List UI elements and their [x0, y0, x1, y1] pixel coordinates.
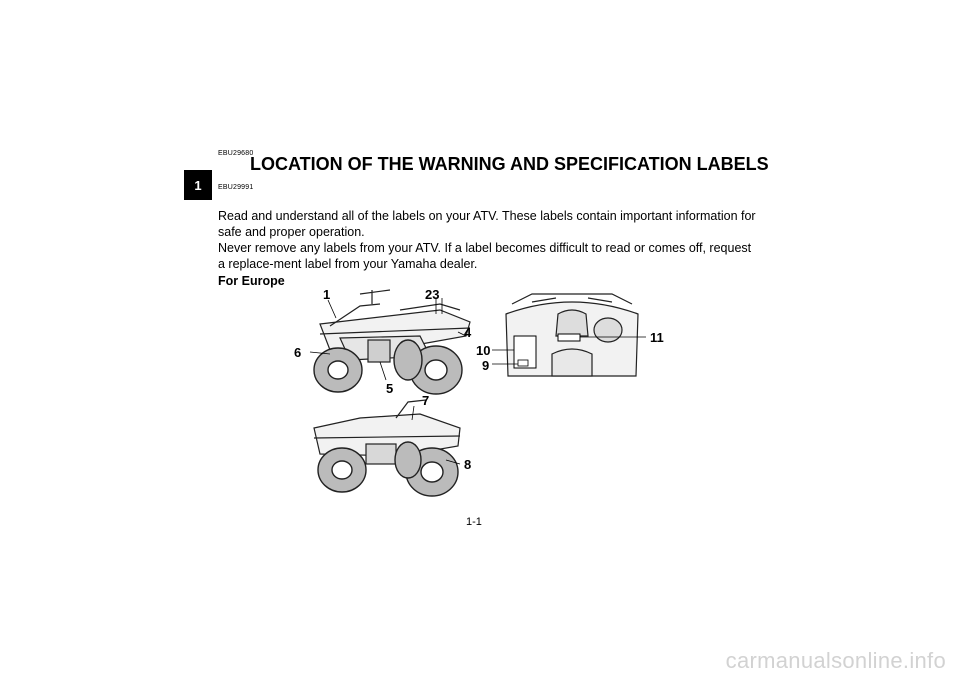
- region-heading: For Europe: [218, 274, 285, 288]
- watermark: carmanualsonline.info: [725, 648, 946, 673]
- atv-rear-view-illustration: [300, 398, 480, 500]
- heading-code: EBU29680: [218, 150, 254, 157]
- callout-6: 6: [294, 345, 302, 360]
- page-number: 1-1: [466, 516, 482, 528]
- callout-11: 11: [650, 330, 664, 345]
- atv-top-view-illustration: [492, 284, 652, 384]
- page-title: LOCATION OF THE WARNING AND SPECIFICATION LABELS: [250, 154, 769, 174]
- warning-paragraph: Never remove any labels from your ATV. If a label becomes difficult to read or comes off, request a replace-ment label from your Yamaha dealer.: [218, 241, 752, 271]
- callout-7: 7: [422, 393, 430, 408]
- callout-23: 23: [425, 287, 440, 302]
- callout-9: 9: [482, 358, 490, 373]
- callout-10: 10: [476, 343, 491, 358]
- callout-1: 1: [323, 287, 331, 302]
- atv-front-view-illustration: [290, 284, 480, 404]
- section-code: EBU29991: [218, 184, 254, 191]
- callout-4: 4: [464, 325, 472, 340]
- callout-5: 5: [386, 381, 394, 396]
- chapter-tab: 1: [184, 170, 212, 200]
- intro-paragraph: Read and understand all of the labels on your ATV. These labels contain important information for safe and proper operation.: [218, 209, 756, 239]
- callout-8: 8: [464, 457, 472, 472]
